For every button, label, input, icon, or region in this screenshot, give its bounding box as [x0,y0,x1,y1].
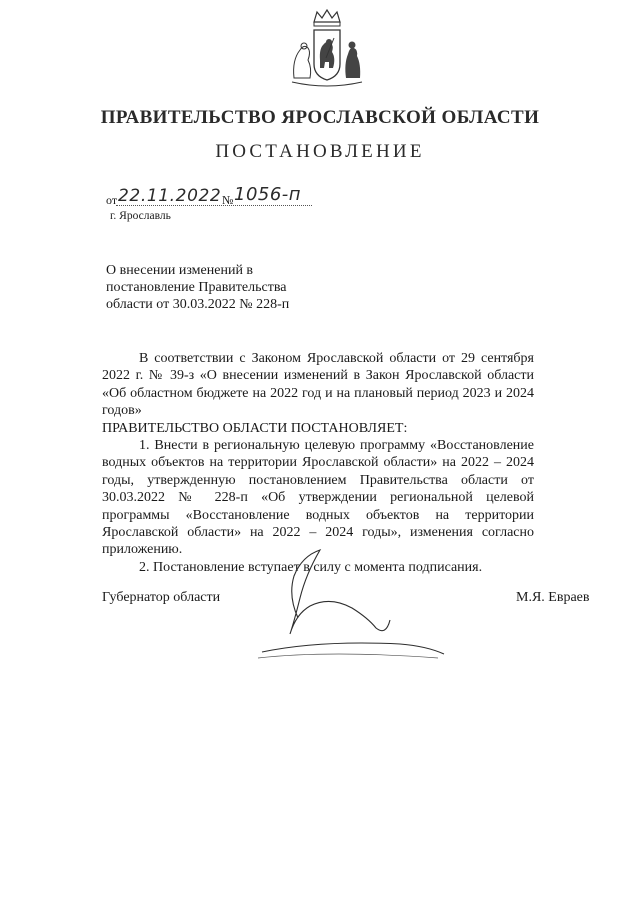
subject-line: области от 30.03.2022 № 228-п [106,297,290,312]
organization-name: ПРАВИТЕЛЬСТВО ЯРОСЛАВСКОЙ ОБЛАСТИ [100,107,540,128]
date-underline [116,205,312,207]
handwritten-number: 1056-п [234,184,302,205]
signatory-position: Губернатор области [102,590,221,605]
coat-of-arms-icon [284,8,370,94]
handwritten-signature [250,548,450,666]
resolves-line: ПРАВИТЕЛЬСТВО ОБЛАСТИ ПОСТАНОВЛЯЕТ: [102,420,408,436]
date-prefix: от [106,193,118,207]
number-prefix: № [222,193,234,207]
signatory-name: М.Я. Евраев [516,590,590,605]
item-2-paragraph: 2. Постановление вступает в силу с момента подписания. [139,559,483,575]
intro-paragraph: В соответствии с Законом Ярославской области от 29 сентября 2022 г. № 39-з «О внесении изменений в Закон Ярославской области «Об областном бюджете на 2022 год и на плановый период 2023 и 2024 годов» [102,351,534,419]
subject-block [106,262,336,313]
handwritten-date: 22.11.2022 [118,186,222,206]
subject-line: О внесении изменений в [106,263,254,278]
document-type-title: ПОСТАНОВЛЕНИЕ [215,141,425,162]
city-label: г. Ярославль [110,210,171,222]
subject-line: постановление Правительства [106,280,287,295]
document-body [102,350,534,576]
item-1-paragraph: 1. Внести в региональную целевую программу «Восстановление водных объектов на территории Ярославской области» на 2022 – 2024 годы, утвержденную постановлением Правительства области от 30.03.2022 № 228-п «Об утверждении региональной целевой программы «Восстановление водных объектов на территории Ярославской области» на 2022 – 2024 годы», изменения согласно приложению. [102,438,534,558]
